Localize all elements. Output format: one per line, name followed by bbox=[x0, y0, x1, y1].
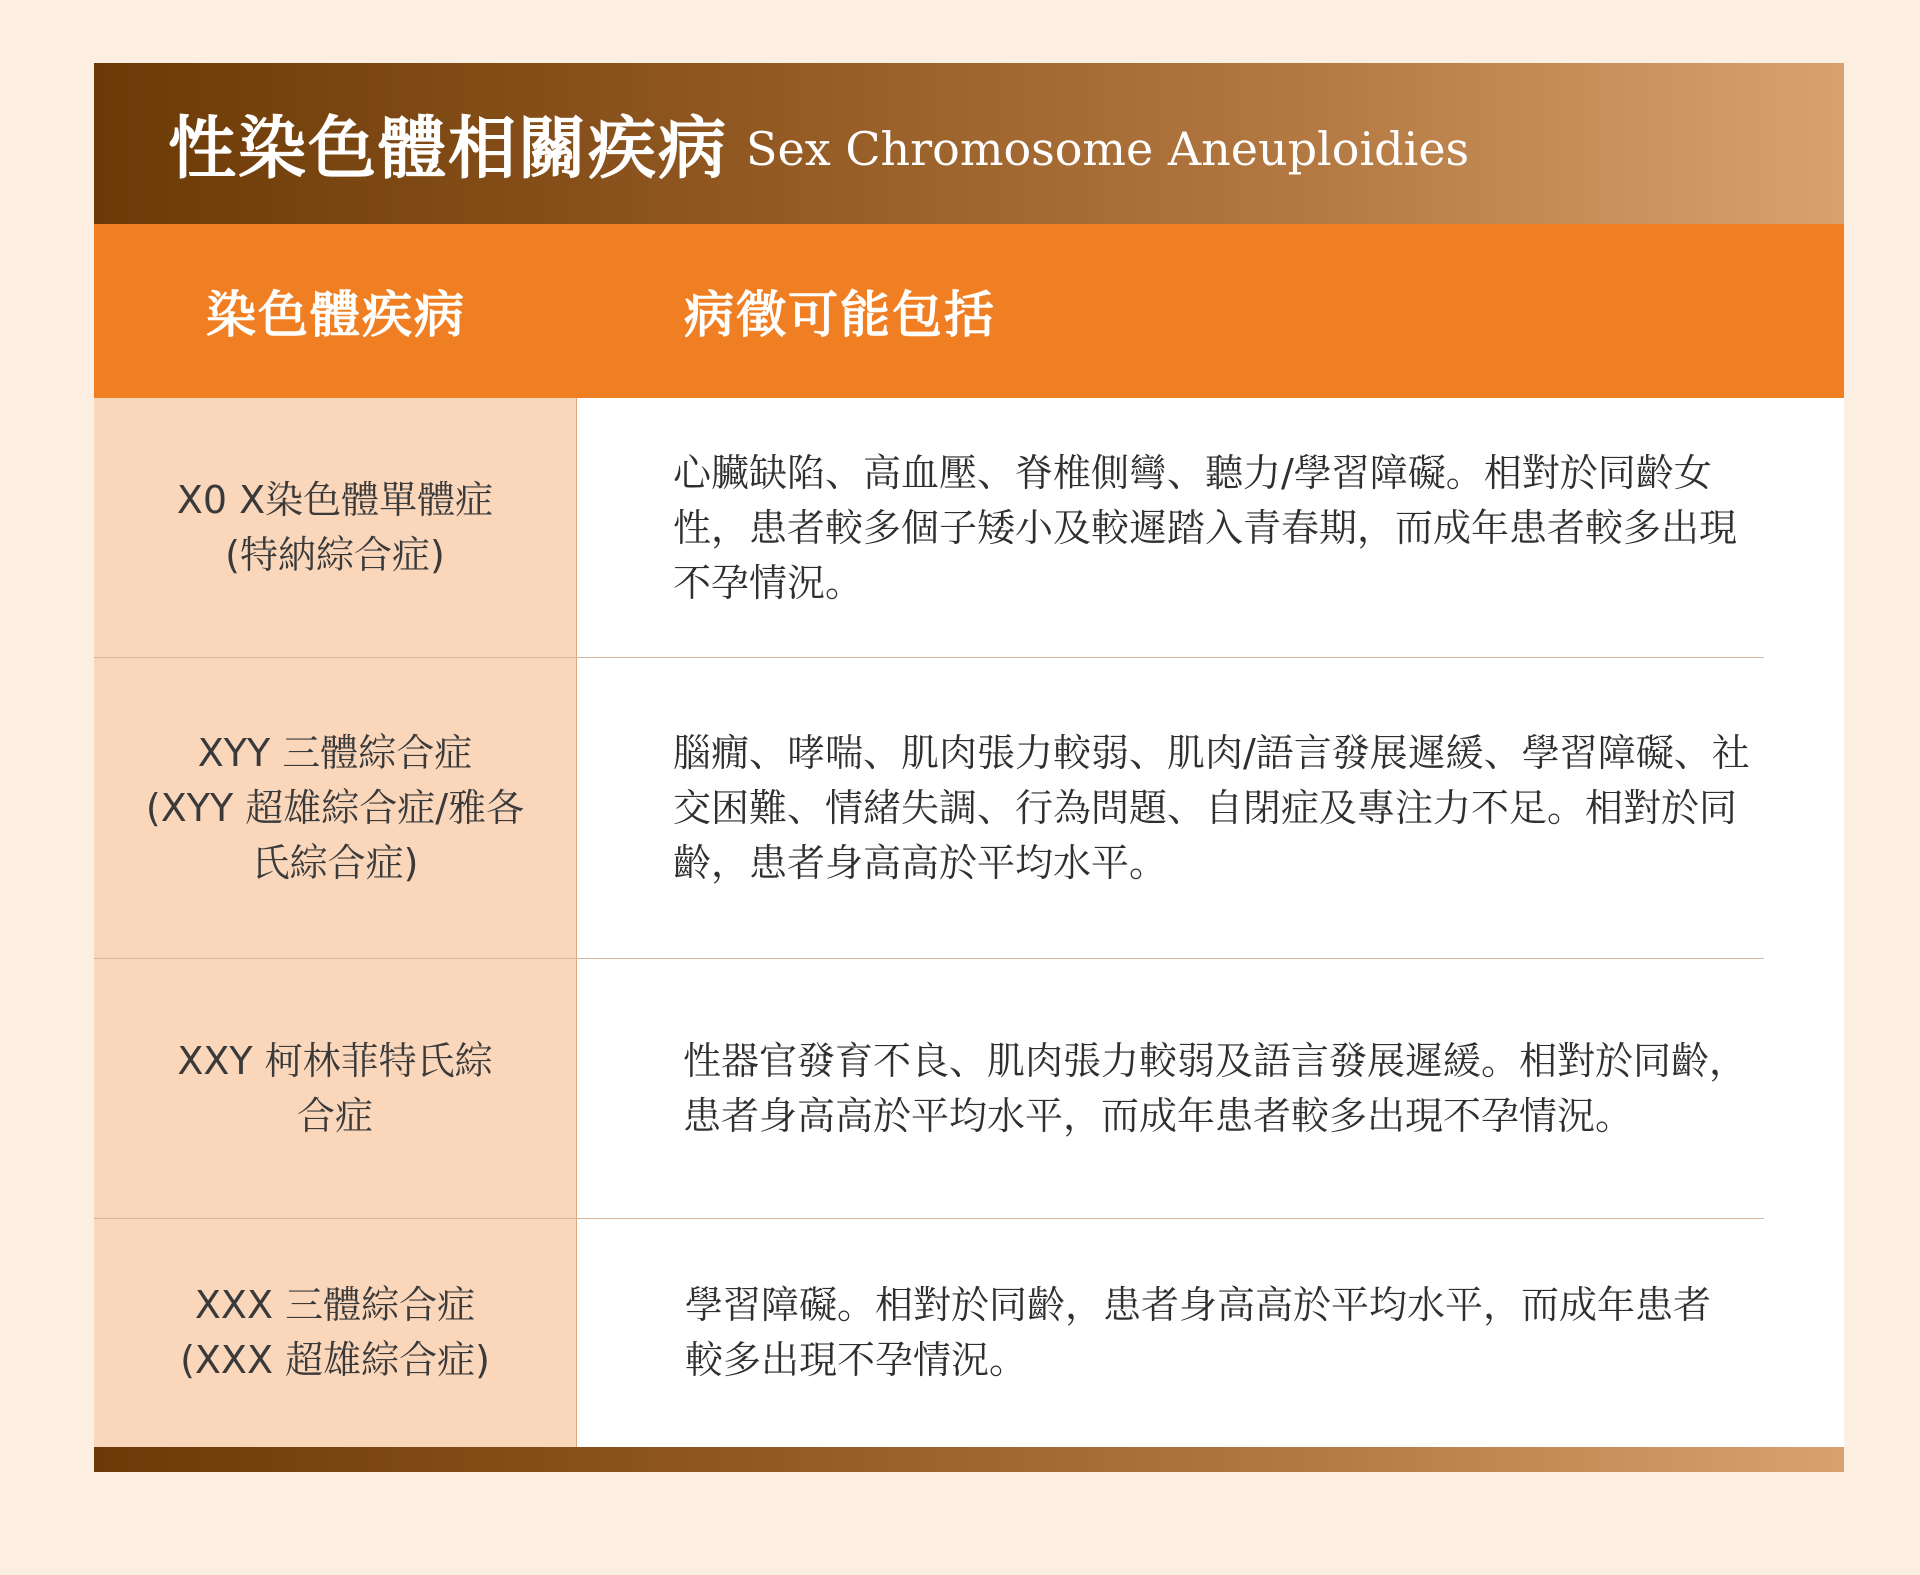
table-row bbox=[94, 1219, 1844, 1447]
disease-name-line: XXY 柯林菲特氏綜 bbox=[177, 1039, 493, 1083]
column-header-disease: 染色體疾病 bbox=[206, 286, 466, 344]
disease-cell bbox=[94, 1219, 577, 1447]
page-title: 性染色體相關疾病 bbox=[168, 109, 729, 189]
disease-name-line: (XXX 超雄綜合症) bbox=[180, 1338, 490, 1382]
disease-name-line: 合症 bbox=[296, 1094, 373, 1138]
disease-name-line: X0 X染色體單體症 bbox=[176, 478, 494, 522]
disease-name-line: 氏綜合症) bbox=[251, 841, 419, 885]
symptoms-cell bbox=[577, 658, 1844, 959]
disease-name-line: (XYY 超雄綜合症/雅各 bbox=[145, 786, 525, 830]
table-header bbox=[94, 224, 1844, 398]
table-row bbox=[94, 959, 1844, 1219]
page-title-english: Sex Chromosome Aneuploidies bbox=[746, 121, 1470, 176]
disease-cell bbox=[94, 398, 577, 658]
symptoms-text: 學習障礙。相對於同齡，患者身高高於平均水平，而成年患者較多出現不孕情況。 bbox=[685, 1283, 1712, 1382]
table-row bbox=[94, 398, 1844, 658]
disease-name-line: XXX 三體綜合症 bbox=[194, 1283, 476, 1327]
title-bar bbox=[94, 63, 1844, 224]
disease-name-line: (特納綜合症) bbox=[225, 533, 445, 577]
symptoms-text: 腦癇、哮喘、肌肉張力較弱、肌肉/語言發展遲緩、學習障礙、社交困難、情緒失調、行為問題、自閉症及專注力不足。相對於同齡，患者身高高於平均水平。 bbox=[673, 731, 1750, 885]
column-header-symptoms: 病徵可能包括 bbox=[684, 286, 996, 344]
symptoms-cell bbox=[577, 959, 1844, 1219]
symptoms-text: 性器官發育不良、肌肉張力較弱及語言發展遲緩。相對於同齡，患者身高高於平均水平，而成年患者較多出現不孕情況。 bbox=[683, 1039, 1748, 1138]
symptoms-cell bbox=[577, 1219, 1844, 1447]
info-card bbox=[94, 63, 1844, 1472]
table-row bbox=[94, 658, 1844, 959]
disease-cell bbox=[94, 658, 577, 959]
disease-name-line: XYY 三體綜合症 bbox=[197, 731, 473, 775]
symptoms-text: 心臟缺陷、高血壓、脊椎側彎、聽力/學習障礙。相對於同齡女性，患者較多個子矮小及較遲踏入青春期，而成年患者較多出現不孕情況。 bbox=[673, 450, 1738, 605]
symptoms-cell bbox=[577, 398, 1844, 658]
disease-cell bbox=[94, 959, 577, 1219]
footer-bar bbox=[94, 1447, 1844, 1472]
